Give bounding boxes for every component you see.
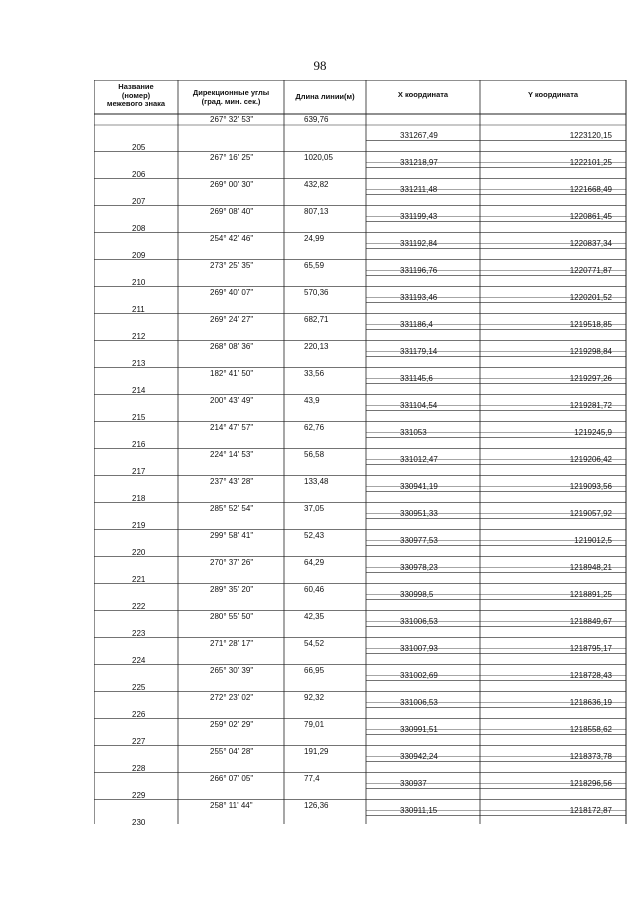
cell-direction-angle: 280° 55' 50": [210, 611, 254, 621]
cell-point-name: 226: [132, 709, 146, 719]
cell-y-coordinate: 1219297,26: [569, 374, 612, 384]
cell-line-length: 24,99: [304, 233, 325, 243]
cell-line-length: 56,58: [304, 449, 325, 459]
cell-point-name: 217: [132, 466, 146, 476]
cell-direction-angle: 269° 00' 30": [210, 179, 254, 189]
cell-y-coordinate: 1219518,85: [569, 320, 612, 330]
cell-point-name: 224: [132, 655, 146, 665]
cell-direction-angle: 271° 28' 17": [210, 638, 254, 648]
cell-x-coordinate: 330937: [400, 779, 427, 789]
cell-direction-angle: 214° 47' 57": [210, 422, 254, 432]
cell-point-name: 206: [132, 169, 146, 179]
cell-line-length: 60,46: [304, 584, 325, 594]
cell-direction-angle: 266° 07' 05": [210, 773, 254, 783]
cell-direction-angle: 267° 32' 53": [210, 115, 254, 124]
cell-line-length: 77,4: [304, 773, 320, 783]
cell-x-coordinate: 330951,33: [400, 509, 438, 519]
cell-line-length: 220,13: [304, 341, 329, 351]
header-angle: Дирекционные углы (град. мин. сек.): [192, 88, 270, 106]
cell-x-coordinate: 331196,76: [400, 266, 438, 276]
cell-y-coordinate: 1219298,84: [569, 347, 612, 357]
cell-point-name: 210: [132, 277, 146, 287]
cell-direction-angle: 270° 37' 26": [210, 557, 254, 567]
cell-y-coordinate: 1219245,9: [574, 428, 612, 438]
cell-point-name: 208: [132, 223, 146, 233]
cell-line-length: 33,56: [304, 368, 325, 378]
cell-y-coordinate: 1221668,49: [569, 185, 612, 195]
cell-y-coordinate: 1218795,17: [569, 644, 612, 654]
cell-y-coordinate: 1220201,52: [569, 293, 612, 303]
cell-line-length: 43,9: [304, 395, 320, 405]
cell-y-coordinate: 1219012,5: [574, 536, 612, 546]
cell-point-name: 211: [132, 304, 145, 314]
cell-direction-angle: 285° 52' 54": [210, 503, 254, 513]
cell-line-length: 64,29: [304, 557, 325, 567]
cell-point-name: 230: [132, 817, 146, 827]
cell-line-length: 191,29: [304, 746, 329, 756]
cell-point-name: 209: [132, 250, 146, 260]
cell-point-name: 212: [132, 331, 146, 341]
cell-direction-angle: 265° 30' 39": [210, 665, 254, 675]
cell-x-coordinate: 331006,53: [400, 698, 438, 708]
cell-line-length: 1020,05: [304, 152, 333, 162]
cell-direction-angle: 182° 41' 50": [210, 368, 254, 378]
cell-y-coordinate: 1218849,67: [569, 617, 612, 627]
header-y: Y координата: [527, 90, 579, 99]
cell-x-coordinate: 331012,47: [400, 455, 438, 465]
cell-y-coordinate: 1218296,56: [569, 779, 612, 789]
cell-x-coordinate: 330942,24: [400, 752, 438, 762]
cell-y-coordinate: 1218948,21: [569, 563, 612, 573]
cell-line-length: 66,95: [304, 665, 325, 675]
cell-direction-angle: 255° 04' 28": [210, 746, 254, 756]
cell-line-length: 37,05: [304, 503, 325, 513]
header-name: Название (номер) межевого знака: [106, 82, 166, 108]
cell-point-name: 218: [132, 493, 146, 503]
cell-x-coordinate: 331145,6: [400, 374, 433, 384]
cell-x-coordinate: 330978,23: [400, 563, 438, 573]
cell-point-name: 220: [132, 547, 146, 557]
cell-point-name: 229: [132, 790, 146, 800]
cell-y-coordinate: 1219281,72: [569, 401, 612, 411]
cell-y-coordinate: 1220861,45: [569, 212, 612, 222]
cell-x-coordinate: 331002,69: [400, 671, 438, 681]
cell-x-coordinate: 331218,97: [400, 158, 438, 168]
cell-x-coordinate: 330977,53: [400, 536, 438, 546]
cell-point-name: 222: [132, 601, 146, 611]
cell-line-length: 92,32: [304, 692, 325, 702]
cell-direction-angle: 299° 58' 41": [210, 530, 254, 540]
page-number: 98: [313, 58, 327, 73]
cell-line-length: 65,59: [304, 260, 325, 270]
cell-direction-angle: 258° 11' 44": [210, 800, 253, 810]
cell-line-length: 54,52: [304, 638, 325, 648]
header-x: X координата: [397, 90, 449, 99]
cell-point-name: 227: [132, 736, 146, 746]
cell-direction-angle: 267° 16' 25": [210, 152, 254, 162]
cell-x-coordinate: 331193,46: [400, 293, 438, 303]
cell-direction-angle: 273° 25' 35": [210, 260, 254, 270]
cell-y-coordinate: 1218728,43: [569, 671, 612, 681]
cell-y-coordinate: 1222101,25: [569, 158, 612, 168]
cell-line-length: 62,76: [304, 422, 325, 432]
cell-direction-angle: 289° 35' 20": [210, 584, 254, 594]
cell-point-name: 216: [132, 439, 146, 449]
cell-line-length: 126,36: [304, 800, 329, 810]
cell-direction-angle: 224° 14' 53": [210, 449, 254, 459]
cell-direction-angle: 237° 43' 28": [210, 476, 254, 486]
cell-y-coordinate: 1219093,56: [569, 482, 612, 492]
cell-y-coordinate: 1219206,42: [569, 455, 612, 465]
cell-x-coordinate: 330991,51: [400, 725, 438, 735]
cell-line-length: 42,35: [304, 611, 325, 621]
cell-point-name: 223: [132, 628, 146, 638]
cell-x-coordinate: 331053: [400, 428, 427, 438]
cell-line-length: 79,01: [304, 719, 325, 729]
cell-x-coordinate: 331179,14: [400, 347, 438, 357]
cell-point-name: 219: [132, 520, 146, 530]
cell-line-length: 807,13: [304, 206, 329, 216]
cell-y-coordinate: 1218891,25: [569, 590, 612, 600]
cell-x-coordinate: 331186,4: [400, 320, 433, 330]
header-length: Длина линии(м): [295, 92, 355, 101]
cell-x-coordinate: 331211,48: [400, 185, 438, 195]
cell-direction-angle: 200° 43' 49": [210, 395, 254, 405]
cell-direction-angle: 268° 08' 36": [210, 341, 254, 351]
cell-x-coordinate: 331007,93: [400, 644, 438, 654]
cell-y-coordinate: 1223120,15: [569, 131, 612, 141]
cell-y-coordinate: 1218636,19: [569, 698, 612, 708]
cell-y-coordinate: 1218172,87: [569, 806, 612, 816]
cell-direction-angle: 269° 40' 07": [210, 287, 254, 297]
cell-point-name: 228: [132, 763, 146, 773]
cell-y-coordinate: 1218558,62: [569, 725, 612, 735]
cell-y-coordinate: 1218373,78: [569, 752, 612, 762]
cell-x-coordinate: 330998,5: [400, 590, 434, 600]
cell-direction-angle: 269° 08' 40": [210, 206, 254, 216]
boundary-coordinates-table: [94, 80, 630, 826]
cell-point-name: 207: [132, 196, 146, 206]
cell-line-length: 682,71: [304, 314, 329, 324]
cell-x-coordinate: 331199,43: [400, 212, 438, 222]
cell-y-coordinate: 1219057,92: [569, 509, 612, 519]
cell-point-name: 205: [132, 142, 146, 152]
cell-line-length: 639,76: [304, 115, 329, 124]
cell-x-coordinate: 331006,53: [400, 617, 438, 627]
cell-x-coordinate: 330941,19: [400, 482, 438, 492]
cell-x-coordinate: 331104,54: [400, 401, 438, 411]
cell-x-coordinate: 331192,84: [400, 239, 438, 249]
cell-line-length: 432,82: [304, 179, 329, 189]
cell-y-coordinate: 1220771,87: [569, 266, 612, 276]
cell-direction-angle: 272° 23' 02": [210, 692, 254, 702]
cell-line-length: 570,36: [304, 287, 329, 297]
cell-y-coordinate: 1220837,34: [569, 239, 612, 249]
cell-point-name: 213: [132, 358, 146, 368]
cell-point-name: 214: [132, 385, 146, 395]
cell-point-name: 221: [132, 574, 146, 584]
cell-point-name: 225: [132, 682, 146, 692]
cell-direction-angle: 254° 42' 46": [210, 233, 254, 243]
cell-point-name: 215: [132, 412, 146, 422]
cell-line-length: 52,43: [304, 530, 325, 540]
cell-x-coordinate: 331267,49: [400, 131, 438, 141]
cell-direction-angle: 259° 02' 29": [210, 719, 254, 729]
cell-direction-angle: 269° 24' 27": [210, 314, 254, 324]
cell-x-coordinate: 330911,15: [400, 806, 438, 816]
cell-line-length: 133,48: [304, 476, 329, 486]
